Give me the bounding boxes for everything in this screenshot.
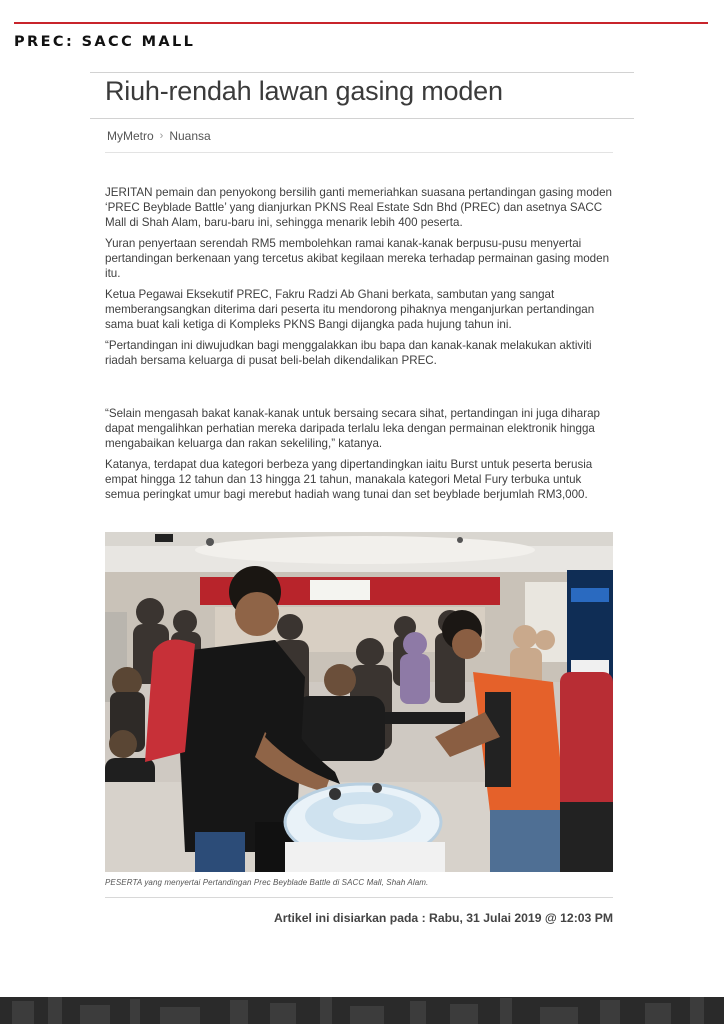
breadcrumb — [107, 129, 211, 143]
photo-caption: PESERTA yang menyertai Pertandingan Prec Beyblade Battle di SACC Mall, Shah Alam. — [105, 878, 429, 887]
footer-texture — [0, 997, 724, 1024]
article-paragraph: JERITAN pemain dan penyokong bersilih ganti memeriahkan suasana pertandingan gasing moden ‘PREC Beyblade Battle’ yang dianjurkan PKNS Real Estate Sdn Bhd (PREC) dan asetnya SACC Mall di Shah Alam, baru-baru ini, sehingga menarik lebih 400 peserta. — [105, 186, 612, 229]
breadcrumb-rule — [105, 152, 613, 153]
article-paragraph: Ketua Pegawai Eksekutif PREC, Fakru Radzi Ab Ghani berkata, sambutan yang sangat memberangsangkan diterima dari peserta itu mendorong pihaknya menganjurkan pertandingan sama buat kali ketiga di Kompleks PKNS Bangi dijangka pada hujung tahun ini. — [105, 288, 595, 331]
breadcrumb-item-nuansa[interactable]: Nuansa — [169, 129, 211, 143]
publication-info: Artikel ini disiarkan pada : Rabu, 31 Julai 2019 @ 12:03 PM — [273, 911, 613, 925]
footer-band — [0, 997, 724, 1024]
article-paragraph: “Selain mengasah bakat kanak-kanak untuk bersaing secara sihat, pertandingan ini juga diharap dapat mengalihkan perhatian mereka daripada terlalu leka dengan permainan elektronik hingga mengabaikan keluarga dan rakan sekeliling,” katanya. — [105, 407, 600, 450]
article-paragraph: Yuran penyertaan serendah RM5 membolehkan ramai kanak-kanak berpusu-pusu menyertai pertandingan berkenaan yang tercetus akibat kegilaan mereka terhadap permainan gasing moden itu. — [105, 237, 610, 280]
section-title: PREC: SACC MALL — [14, 34, 196, 50]
headline-bottom-rule — [90, 118, 634, 119]
article-photo — [105, 532, 613, 872]
article-paragraph: “Pertandingan ini diwujudkan bagi menggalakkan ibu bapa dan kanak-kanak melakukan aktiviti riadah bersama keluarga di pusat beli-belah dikendalikan PREC. — [105, 339, 592, 367]
headline-top-rule — [90, 72, 634, 73]
article-body — [105, 185, 615, 508]
article-headline: Riuh-rendah lawan gasing moden — [105, 76, 503, 106]
top-accent-rule — [14, 22, 708, 24]
article-paragraph: Katanya, terdapat dua kategori berbeza yang dipertandingkan iaitu Burst untuk peserta berusia empat hingga 12 tahun dan 13 hingga 21 tahun, manakala kategori Metal Fury terbuka untuk semua peringkat umur bagi merebut hadiah wang tunai dan set beyblade berjumlah RM3,000. — [105, 458, 593, 501]
breadcrumb-item-mymetro[interactable]: MyMetro — [107, 129, 154, 143]
chevron-right-icon: › — [159, 130, 164, 142]
photo-illustration — [105, 532, 613, 872]
caption-rule — [105, 897, 613, 898]
